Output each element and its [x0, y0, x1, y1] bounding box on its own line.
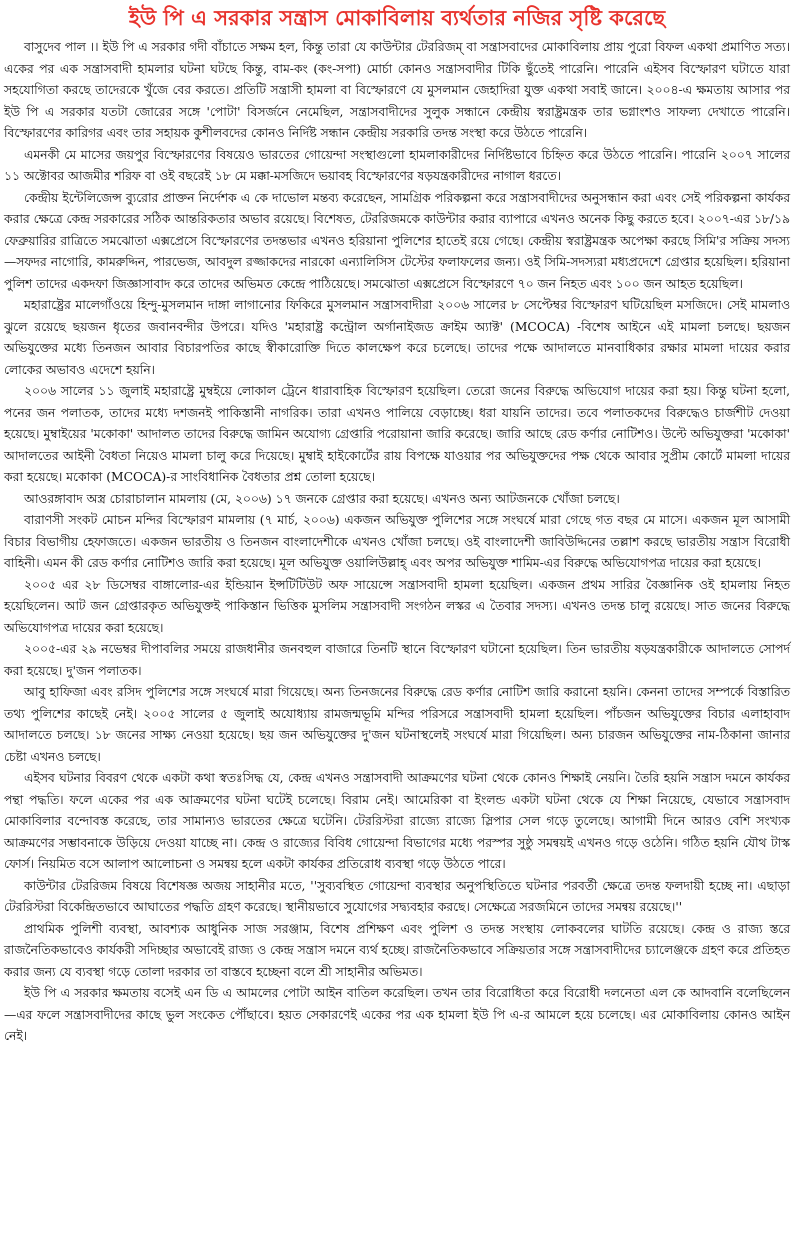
article-paragraph: ২০০৬ সালের ১১ জুলাই মহারাষ্ট্রে মুম্বইয়ে লোকাল ট্রেনে ধারাবাহিক বিস্ফোরণ হয়েছিল। তেরো জনের বিরুদ্ধে অভিযোগ দায়ের করা হয়। কিন্তু ঘটনা হলো, পনের জন পলাতক, তাদের মধ্যে দশজনই পাকিস্তানী নাগরিক। তারা এখনও পালিয়ে বেড়াচ্ছে। ধরা যায়নি তাদের। তবে পলাতকদের বিরুদ্ধেও চার্জশীট দেওয়া হয়েছে। মুম্বাইয়ের 'মকোকা' আদালত তাদের বিরুদ্ধে জামিন অযোগ্য গ্রেপ্তারি পরোয়ানা জারি করেছে। জারি আছে রেড কর্ণার নোটিশও। উল্টে অভিযুক্তরা 'মকোকা' আদালতের আইনী বৈধতা নিয়েও মামলা চালু করে দিয়েছে। মুম্বাই হাইকোর্টের রায় বিপক্ষে যাওয়ার পর অভিযুক্তদের পক্ষ থেকে আবার সুপ্রীম কোর্টে মামলা দায়ের করা হয়েছে। মকোকা (MCOCA)-র সাংবিধানিক বৈধতার প্রশ্ন তোলা হয়েছে। [4, 384, 790, 484]
article-body [4, 37, 790, 1048]
article-paragraph: আবু হাফিজা এবং রসিদ পুলিশের সঙ্গে সংঘর্ষে মারা গিয়েছে। অন্য তিনজনের বিরুদ্ধে রেড কর্ণার নোটিশ জারি করানো হয়নি। কেননা তাদের সম্পর্কে বিস্তারিত তথ্য পুলিশের কাছেই নেই। ২০০৫ সালের ৫ জুলাই অযোধ্যায় রামজন্মভূমি মন্দির পরিসরে সন্ত্রাসবাদী হামলা হয়েছিল। পাঁচজন অভিযুক্তের বিচার এলাহাবাদ আদালতে চলছে। ১৮ জনের সাক্ষ্য নেওয়া হয়েছে। ছয় জন অভিযুক্তের দু'জন ঘটনাস্থলেই সংঘর্ষে মারা গিয়েছিল। অন্য চারজন অভিযুক্তের নাম-ঠিকানা জানার চেষ্টা এখনও চলছে। [4, 685, 790, 764]
article-paragraph: কেন্দ্রীয় ইন্টেলিজেন্স ব্যুরোর প্রাক্তন নির্দেশক এ কে দাভোল মন্তব্য করেছেন, সামগ্রিক পরিকল্পনা করে সন্ত্রাসবাদীদের অনুসন্ধান করা এবং সেই পরিকল্পনা কার্যকর করার ক্ষেত্রে কেন্দ্র সরকারের সঠিক আন্তরিকতার অভাব রয়েছে। বিশেষত, টেররিজমকে কাউন্টার করার ব্যাপারে এখনও অনেক কিছু করতে হবে। ২০০৭-এর ১৮/১৯ ফেব্রুয়ারির রাত্রিতে সমঝোতা এক্সপ্রেসে বিস্ফোরণের তদন্তভার এখনও হরিয়ানা পুলিশের হাতেই রয়ে গেছে। কেন্দ্রীয় স্বরাষ্ট্রমন্ত্রক অপেক্ষা করছে সিমি'র সক্রিয় সদস্য—সফদর নাগোরি, কামরুদ্দিন, পারভেজ, আবদুল রজ্জাকদের নারকো এন্যালিসিস টেস্টের ফলাফলের জন্য। ওই সিমি-সদস্যরা মধ্যপ্রদেশে গ্রেপ্তার হয়েছিল। হরিয়ানা পুলিশ তাদের একদফা জিজ্ঞাসাবাদ করে তাদের অভিমত কেন্দ্রে পাঠিয়েছে। সমঝোতা এক্সপ্রেসে বিস্ফোরণে ৭০ জন নিহত এবং ১০০ জন আহত হয়েছিল। [4, 190, 790, 291]
article-paragraph: প্রাথমিক পুলিশী ব্যবস্থা, আবশ্যক আধুনিক সাজ সরঞ্জাম, বিশেষ প্রশিক্ষণ এবং পুলিশ ও তদন্ত সংস্থায় লোকবলের ঘাটতি রয়েছে। কেন্দ্র ও রাজ্য স্তরে রাজনৈতিকভাবেও কার্যকরী সদিচ্ছার অভাবেই রাজ্য ও কেন্দ্র সন্ত্রাস দমনে ব্যর্থ হচ্ছে। রাজনৈতিকভাবে সক্রিয়তার সঙ্গে সন্ত্রাসবাদীদের চ্যালেঞ্জকে গ্রহণ করে প্রতিহত করার জন্য যে ব্যবস্থা গড়ে তোলা দরকার তা বাস্তবে হচ্ছেনা বলে শ্রী সাহানীর অভিমত। [4, 921, 790, 979]
article-paragraph: ইউ পি এ সরকার ক্ষমতায় বসেই এন ডি এ আমলের পোটা আইন বাতিল করেছিল। তখন তার বিরোধিতা করে বিরোধী দলনেতা এল কে আদবানি বলেছিলেন—এর ফলে সন্ত্রাসবাদীদের কাছে ভুল সংকেত পৌঁছাবে। হয়ত সেকারণেই একের পর এক হামলা ইউ পি এ-র আমলে হয়ে চলেছে। এর মোকাবিলায় কোনও আইন নেই। [4, 986, 790, 1043]
article-headline: ইউ পি এ সরকার সন্ত্রাস মোকাবিলায় ব্যর্থতার নজির সৃষ্টি করেছে [128, 6, 666, 30]
article-paragraph: কাউন্টার টেররিজম বিষয়ে বিশেষজ্ঞ অজয় সাহানীর মতে, ''সুব্যবস্থিত গোয়েন্দা ব্যবস্থার অনুপস্থিতিতে ঘটনার পরবর্তী ক্ষেত্রে তদন্ত ফলদায়ী হচ্ছে না। এছাড়া টেররিস্টরা বিকেন্দ্রিতভাবে আঘাতের পদ্ধতি গ্রহণ করেছে। স্থানীয়ভাবে সুযোগের সদ্ব্যবহার করছে। সেক্ষেত্রে সরজমিনে তাদের সমন্বয় রয়েছে।'' [4, 878, 790, 914]
article-paragraph: ২০০৫-এর ২৯ নভেম্বর দীপাবলির সময়ে রাজধানীর জনবহুল বাজারে তিনটি স্থানে বিস্ফোরণ ঘটানো হয়েছিল। তিন ভারতীয় ষড়যন্ত্রকারীকে আদালতে সোপর্দ করা হয়েছে। দু'জন পলাতক। [4, 642, 790, 678]
article-paragraph: মহারাষ্ট্রের মালেগাঁওয়ে হিন্দু-মুসলমান দাঙ্গা লাগানোর ফিকিরে মুসলমান সন্ত্রাসবাদীরা ২০০৬ সালের ৮ সেপ্টেম্বর বিস্ফোরণ ঘটিয়েছিল মসজিদে। সেই মামলাও ঝুলে রয়েছে ছয়জন ধৃতের জবানবন্দীর উপরে। যদিও 'মহারাষ্ট্র কন্ট্রোল অর্গানাইজড ক্রাইম অ্যাক্ট' (MCOCA) -বিশেষ আইনে এই মামলা চলছে। ছয়জন অভিযুক্তের মধ্যে তিনজন আবার বিচারপতির কাছে স্বীকারোক্তি দিতে কালক্ষেপ করে চলেছে। তাদের পক্ষে আদালতে মানবাধিকার রক্ষার মামলা দায়ের করার লোকের অভাবও এদেশে হয়নি। [4, 298, 790, 377]
article-paragraph: আওরঙ্গাবাদ অস্ত্র চোরাচালান মামলায় (মে, ২০০৬) ১৭ জনকে গ্রেপ্তার করা হয়েছে। এখনও অন্য আটজনকে খোঁজা চলছে। [24, 491, 620, 506]
article-paragraph: ২০০৫ এর ২৮ ডিসেম্বর বাঙ্গালোর-এর ইন্ডিয়ান ইন্সটিটিউট অফ সায়েন্সে সন্ত্রাসবাদী হামলা হয়েছিল। একজন প্রথম সারির বৈজ্ঞানিক ওই হামলায় নিহত হয়েছিলেন। আট জন গ্রেপ্তারকৃত অভিযুক্তই পাকিস্তান ভিত্তিক মুসলিম সন্ত্রাসবাদী সংগঠন লস্কর এ তৈবার সদস্য। এখনও তদন্ত চালু রয়েছে। সাত জনের বিরুদ্ধে অভিযোগপত্র দায়ের করা হয়েছে। [4, 577, 790, 635]
article-paragraph: এইসব ঘটনার বিবরণ থেকে একটা কথা স্বতঃসিদ্ধ যে, কেন্দ্র এখনও সন্ত্রাসবাদী আক্রমণের ঘটনা থেকে কোনও শিক্ষাই নেয়নি। তৈরি হয়নি সন্ত্রাস দমনে কার্যকর পন্থা পদ্ধতি। ফলে একের পর এক আক্রমণের ঘটনা ঘটেই চলেছে। বিরাম নেই। আমেরিকা বা ইংলন্ড একটা ঘটনা থেকে যে শিক্ষা নিয়েছে, যেভাবে সন্ত্রাসবাদ মোকাবিলার বন্দোবস্ত করেছে, তার সামান্যও ভারতের ক্ষেত্রে ঘটেনি। টেররিস্টরা রাজ্যে রাজ্যে স্লিপার সেল গড়ে তুলেছে। আগামী দিনে আরও বেশি সংখ্যক আক্রমণের সম্ভাবনাকে উড়িয়ে দেওয়া যাচ্ছে না। কেন্দ্র ও রাজ্যের বিবিধ গোয়েন্দা বিভাগের মধ্যে পরস্পর সুষ্ঠু সমন্বয়ই এখনও গড়ে ওঠেনি। গঠিত হয়নি যৌথ টাস্ক ফোর্স। নিয়মিত বসে আলাপ আলোচনা ও সমন্বয় হলে একটা কার্যকর প্রতিরোধ ব্যবস্থা গড়ে উঠতে পারে। [4, 771, 790, 871]
article-paragraph: বারাণসী সংকট মোচন মন্দির বিস্ফোরণ মামলায় (৭ মার্চ, ২০০৬) একজন অভিযুক্ত পুলিশের সঙ্গে সংঘর্ষে মারা গেছে গত বছর মে মাসে। একজন মূল আসামী বিচার বিভাগীয় হেফাজতে। একজন ভারতীয় ও তিনজন বাংলাদেশীকে এখনও খোঁজা চলছে। ওই বাংলাদেশী জাবিউদ্দিনের তল্লাশ করছে ভারতীয় সন্ত্রাস বিরোধী বাহিনী। এমন কী রেড কর্ণার নোটিশও জারি করা হয়েছে। মূল অভিযুক্ত ওয়ালিউল্লাহ্‌ এবং অপর অভিযুক্ত শামিম-এর বিরুদ্ধে অভিযোগপত্র দায়ের করা হয়েছে। [4, 513, 790, 570]
article-paragraph: বাসুদেব পাল ।। ইউ পি এ সরকার গদী বাঁচাতে সক্ষম হল, কিন্তু তারা যে কাউন্টার টেররিজম্ বা সন্ত্রাসবাদের মোকাবিলায় প্রায় পুরো বিফল একথা প্রমাণিত সত্য। একের পর এক সন্ত্রাসবাদী হামলার ঘটনা ঘটছে কিন্তু, বাম-কং (কং-সপা) মোর্চা কোনও সন্ত্রাসবাদীর টিকি ছুঁতেই পারেনি। পারেনি এইসব বিস্ফোরণ ঘটাতে যারা সহযোগিতা করছে তাদেরকে খুঁজে বের করতে। প্রতিটি সন্ত্রাসী হামলা বা বিস্ফোরণে যে মুসলমান জেহাদিরা যুক্ত একথা সবাই জানে। ২০০৪-এ ক্ষমতায় আসার পর ইউ পি এ সরকার যতটা জোরের সঙ্গে 'পোটা' বিসর্জনে নেমেছিল, সন্ত্রাসবাদীদের সুলুক সন্ধানে কেন্দ্রীয় স্বরাষ্ট্রমন্ত্রক তার ভগ্নাংশও সাফল্য দেখাতে পারেনি। বিস্ফোরণের কারিগর এবং তার সহায়ক কুশীলবদের কোনও নির্দিষ্ট সন্ধান কেন্দ্রীয় সরকারি তদন্ত সংস্থা করে উঠতে পারেনি। [4, 40, 790, 140]
article-paragraph: এমনকী মে মাসের জয়পুর বিস্ফোরণের বিষয়েও ভারতের গোয়েন্দা সংস্থাগুলো হামলাকারীদের নির্দিষ্টভাবে চিহ্নিত করে উঠতে পারেনি। পারেনি ২০০৭ সালের ১১ অক্টোবর আজমীর শরিফ বা ওই বছরেই ১৮ মে মক্কা-মসজিদে ভয়াবহ বিস্ফোরণের ষড়যন্ত্রকারীদের নাগাল ধরতে। [4, 147, 790, 183]
